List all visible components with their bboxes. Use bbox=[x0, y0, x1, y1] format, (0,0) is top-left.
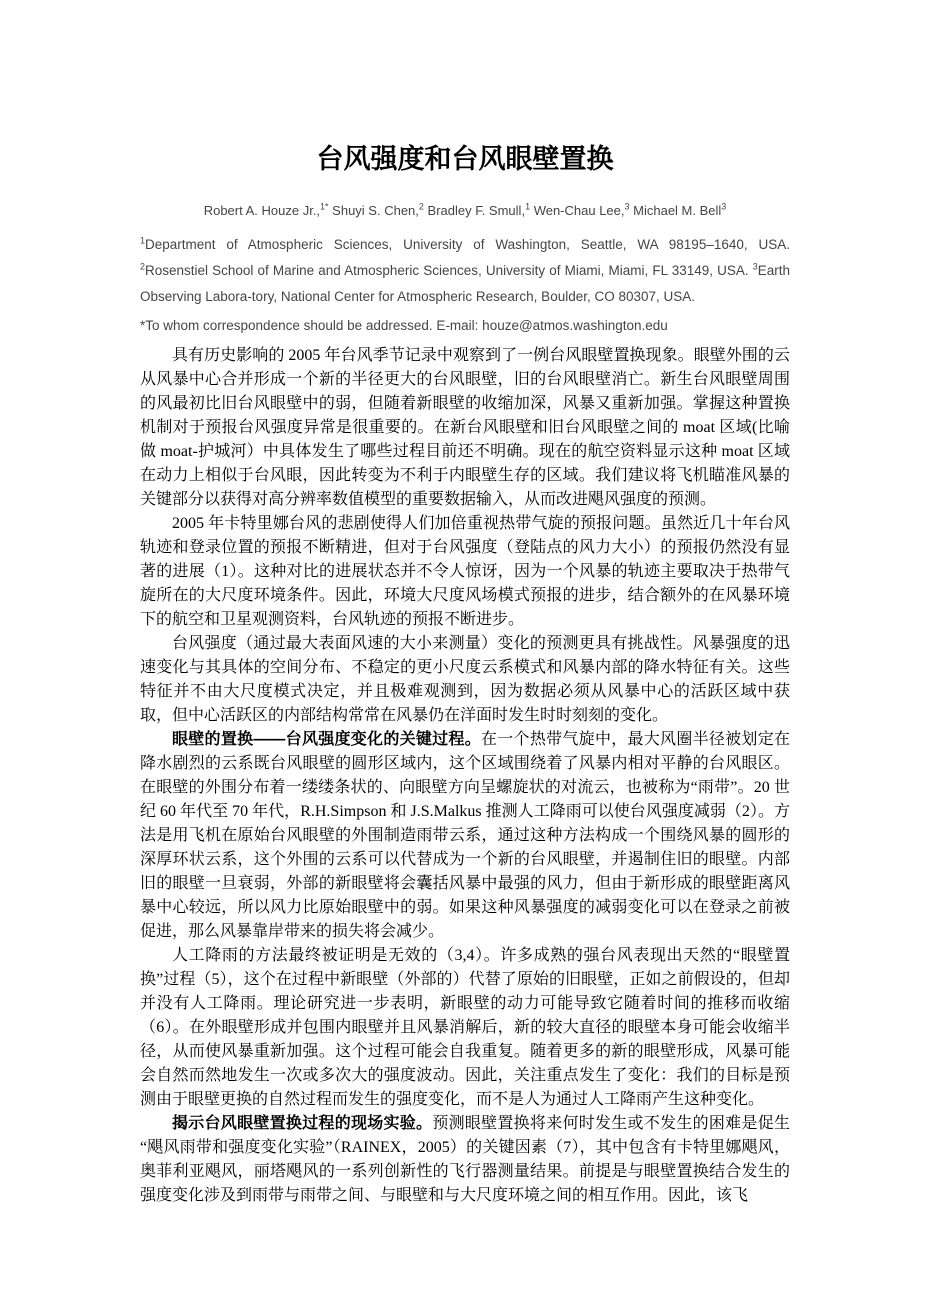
section-lead: 揭示台风眼壁置换过程的现场实验。 bbox=[172, 1115, 433, 1132]
affiliation-superscript: 3 bbox=[752, 261, 758, 272]
paragraph bbox=[140, 944, 790, 1112]
affiliation-superscript: 1 bbox=[140, 235, 146, 246]
paragraph-text: 在一个热带气旋中，最大风圈半径被划定在降水剧烈的云系既台风眼壁的圆形区域内，这个区域围绕着了风暴内相对平静的台风眼区。在眼壁的外围分布着一缕缕条状的、向眼壁方向呈螺旋状的对流云，也被称为“雨带”。20 世纪 60 年代至 70 年代，R.H.Simpson 和 J.S.Malkus 推测人工降雨可以使台风强度减弱（2）。方法是用飞机在原始台风眼壁的外围制造雨带云系，通过这种方法构成一个围绕风暴的圆形的深厚环状云系，这个外围的云系可以代替成为一个新的台风眼壁，并遏制住旧的眼壁。内部旧的眼壁一旦衰弱，外部的新眼壁将会囊括风暴中最强的风力，但由于新形成的眼壁距离风暴中心较远，所以风力比原始眼壁中的弱。如果这种风暴强度的减弱变化可以在登录之前被促进，那么风暴靠岸带来的损失将会减少。 bbox=[140, 731, 790, 940]
correspondence-line: *To whom correspondence should be addressed. E-mail: houze@atmos.washington.edu bbox=[140, 318, 668, 333]
author-name: Robert A. Houze Jr., bbox=[203, 203, 321, 218]
paragraph bbox=[140, 512, 790, 632]
affiliation-text: Department of Atmospheric Sciences, University of Washington, Seattle, WA 98195–1640, USA. bbox=[145, 237, 790, 252]
article-body bbox=[140, 344, 790, 1208]
author-name: Michael M. Bell bbox=[629, 203, 722, 218]
author-superscript: 3 bbox=[624, 201, 630, 212]
affiliation-text: Rosenstiel School of Marine and Atmospheric Sciences, University of Miami, Miami, FL 33149, USA. bbox=[145, 263, 753, 278]
paragraph-text: 台风强度（通过最大表面风速的大小来测量）变化的预测更具有挑战性。风暴强度的迅速变化与其具体的空间分布、不稳定的更小尺度云系模式和风暴内部的降水特征有关。这些特征并不由大尺度模式决定，并且极难观测到，因为数据必须从风暴中心的活跃区域中获取，但中心活跃区的内部结构常常在风暴仍在洋面时发生时时刻刻的变化。 bbox=[140, 635, 790, 724]
author-superscript: 2 bbox=[418, 201, 424, 212]
author-superscript: 3 bbox=[721, 201, 727, 212]
author-superscript: 1* bbox=[320, 201, 329, 212]
author-superscript: 1 bbox=[525, 201, 531, 212]
author-line bbox=[140, 202, 790, 220]
author-name: Bradley F. Smull, bbox=[423, 203, 526, 218]
affiliation-text: Earth Observing Labora-tory, National Center for Atmospheric Research, Boulder, CO 80307, USA. bbox=[140, 263, 790, 304]
paragraph-abstract bbox=[140, 344, 790, 512]
paragraph-text: 预测眼壁置换将来何时发生或不发生的困难是促生“飓风雨带和强度变化实验”（RAINEX，2005）的关键因素（7），其中包含有卡特里娜飓风，奥菲利亚飓风，丽塔飓风的一系列创新性的飞行器测量结果。前提是与眼壁置换结合发生的强度变化涉及到雨带与雨带之间、与眼壁和与大尺度环境之间的相互作用。因此，该飞 bbox=[140, 1115, 790, 1204]
affiliations bbox=[140, 232, 790, 310]
author-name: Wen-Chau Lee, bbox=[530, 203, 625, 218]
paragraph-text: 人工降雨的方法最终被证明是无效的（3,4）。许多成熟的强台风表现出天然的“眼壁置换”过程（5），这个在过程中新眼壁（外部的）代替了原始的旧眼壁，正如之前假设的，但却并没有人工降雨。理论研究进一步表明，新眼壁的动力可能导致它随着时间的推移而收缩（6）。在外眼壁形成并包围内眼壁并且风暴消解后，新的较大直径的眼壁本身可能会收缩半径，从而使风暴重新加强。这个过程可能会自我重复。随着更多的新的眼壁形成，风暴可能会自然而然地发生一次或多次大的强度波动。因此，关注重点发生了变化：我们的目标是预测由于眼壁更换的自然过程而发生的强度变化，而不是人为通过人工降雨产生这种变化。 bbox=[140, 947, 790, 1108]
author-name: Shuyi S. Chen, bbox=[328, 203, 419, 218]
paragraph-field-experiment bbox=[140, 1112, 790, 1208]
paragraph-text: 2005 年卡特里娜台风的悲剧使得人们加倍重视热带气旋的预报问题。虽然近几十年台风轨迹和登录位置的预报不断精进，但对于台风强度（登陆点的风力大小）的预报仍然没有显著的进展（1）。这种对比的进展状态并不令人惊讶，因为一个风暴的轨迹主要取决于热带气旋所在的大尺度环境条件。因此，环境大尺度风场模式预报的进步，结合额外的在风暴环境下的航空和卫星观测资料，台风轨迹的预报不断进步。 bbox=[140, 515, 790, 628]
paragraph bbox=[140, 632, 790, 728]
section-lead: 眼壁的置换——台风强度变化的关键过程。 bbox=[172, 731, 481, 748]
affiliation-superscript: 2 bbox=[140, 261, 146, 272]
paragraph-eyewall-replacement bbox=[140, 728, 790, 944]
document-content bbox=[140, 0, 790, 1208]
page-title: 台风强度和台风眼壁置换 bbox=[316, 144, 614, 174]
paragraph-text: 具有历史影响的 2005 年台风季节记录中观察到了一例台风眼壁置换现象。眼壁外围的云从风暴中心合并形成一个新的半径更大的台风眼壁，旧的台风眼壁消亡。新生台风眼壁周围的风最初比旧台风眼壁中的弱，但随着新眼壁的收缩加深，风暴又重新加强。掌握这种置换机制对于预报台风强度异常是很重要的。在新台风眼壁和旧台风眼壁之间的 moat 区域(比喻做 moat-护城河）中具体发生了哪些过程目前还不明确。现在的航空资料显示这种 moat 区域在动力上相似于台风眼，因此转变为不利于内眼壁生存的区域。我们建议将飞机瞄准风暴的关键部分以获得对高分辨率数值模型的重要数据输入，从而改进飓风强度的预测。 bbox=[140, 347, 790, 508]
